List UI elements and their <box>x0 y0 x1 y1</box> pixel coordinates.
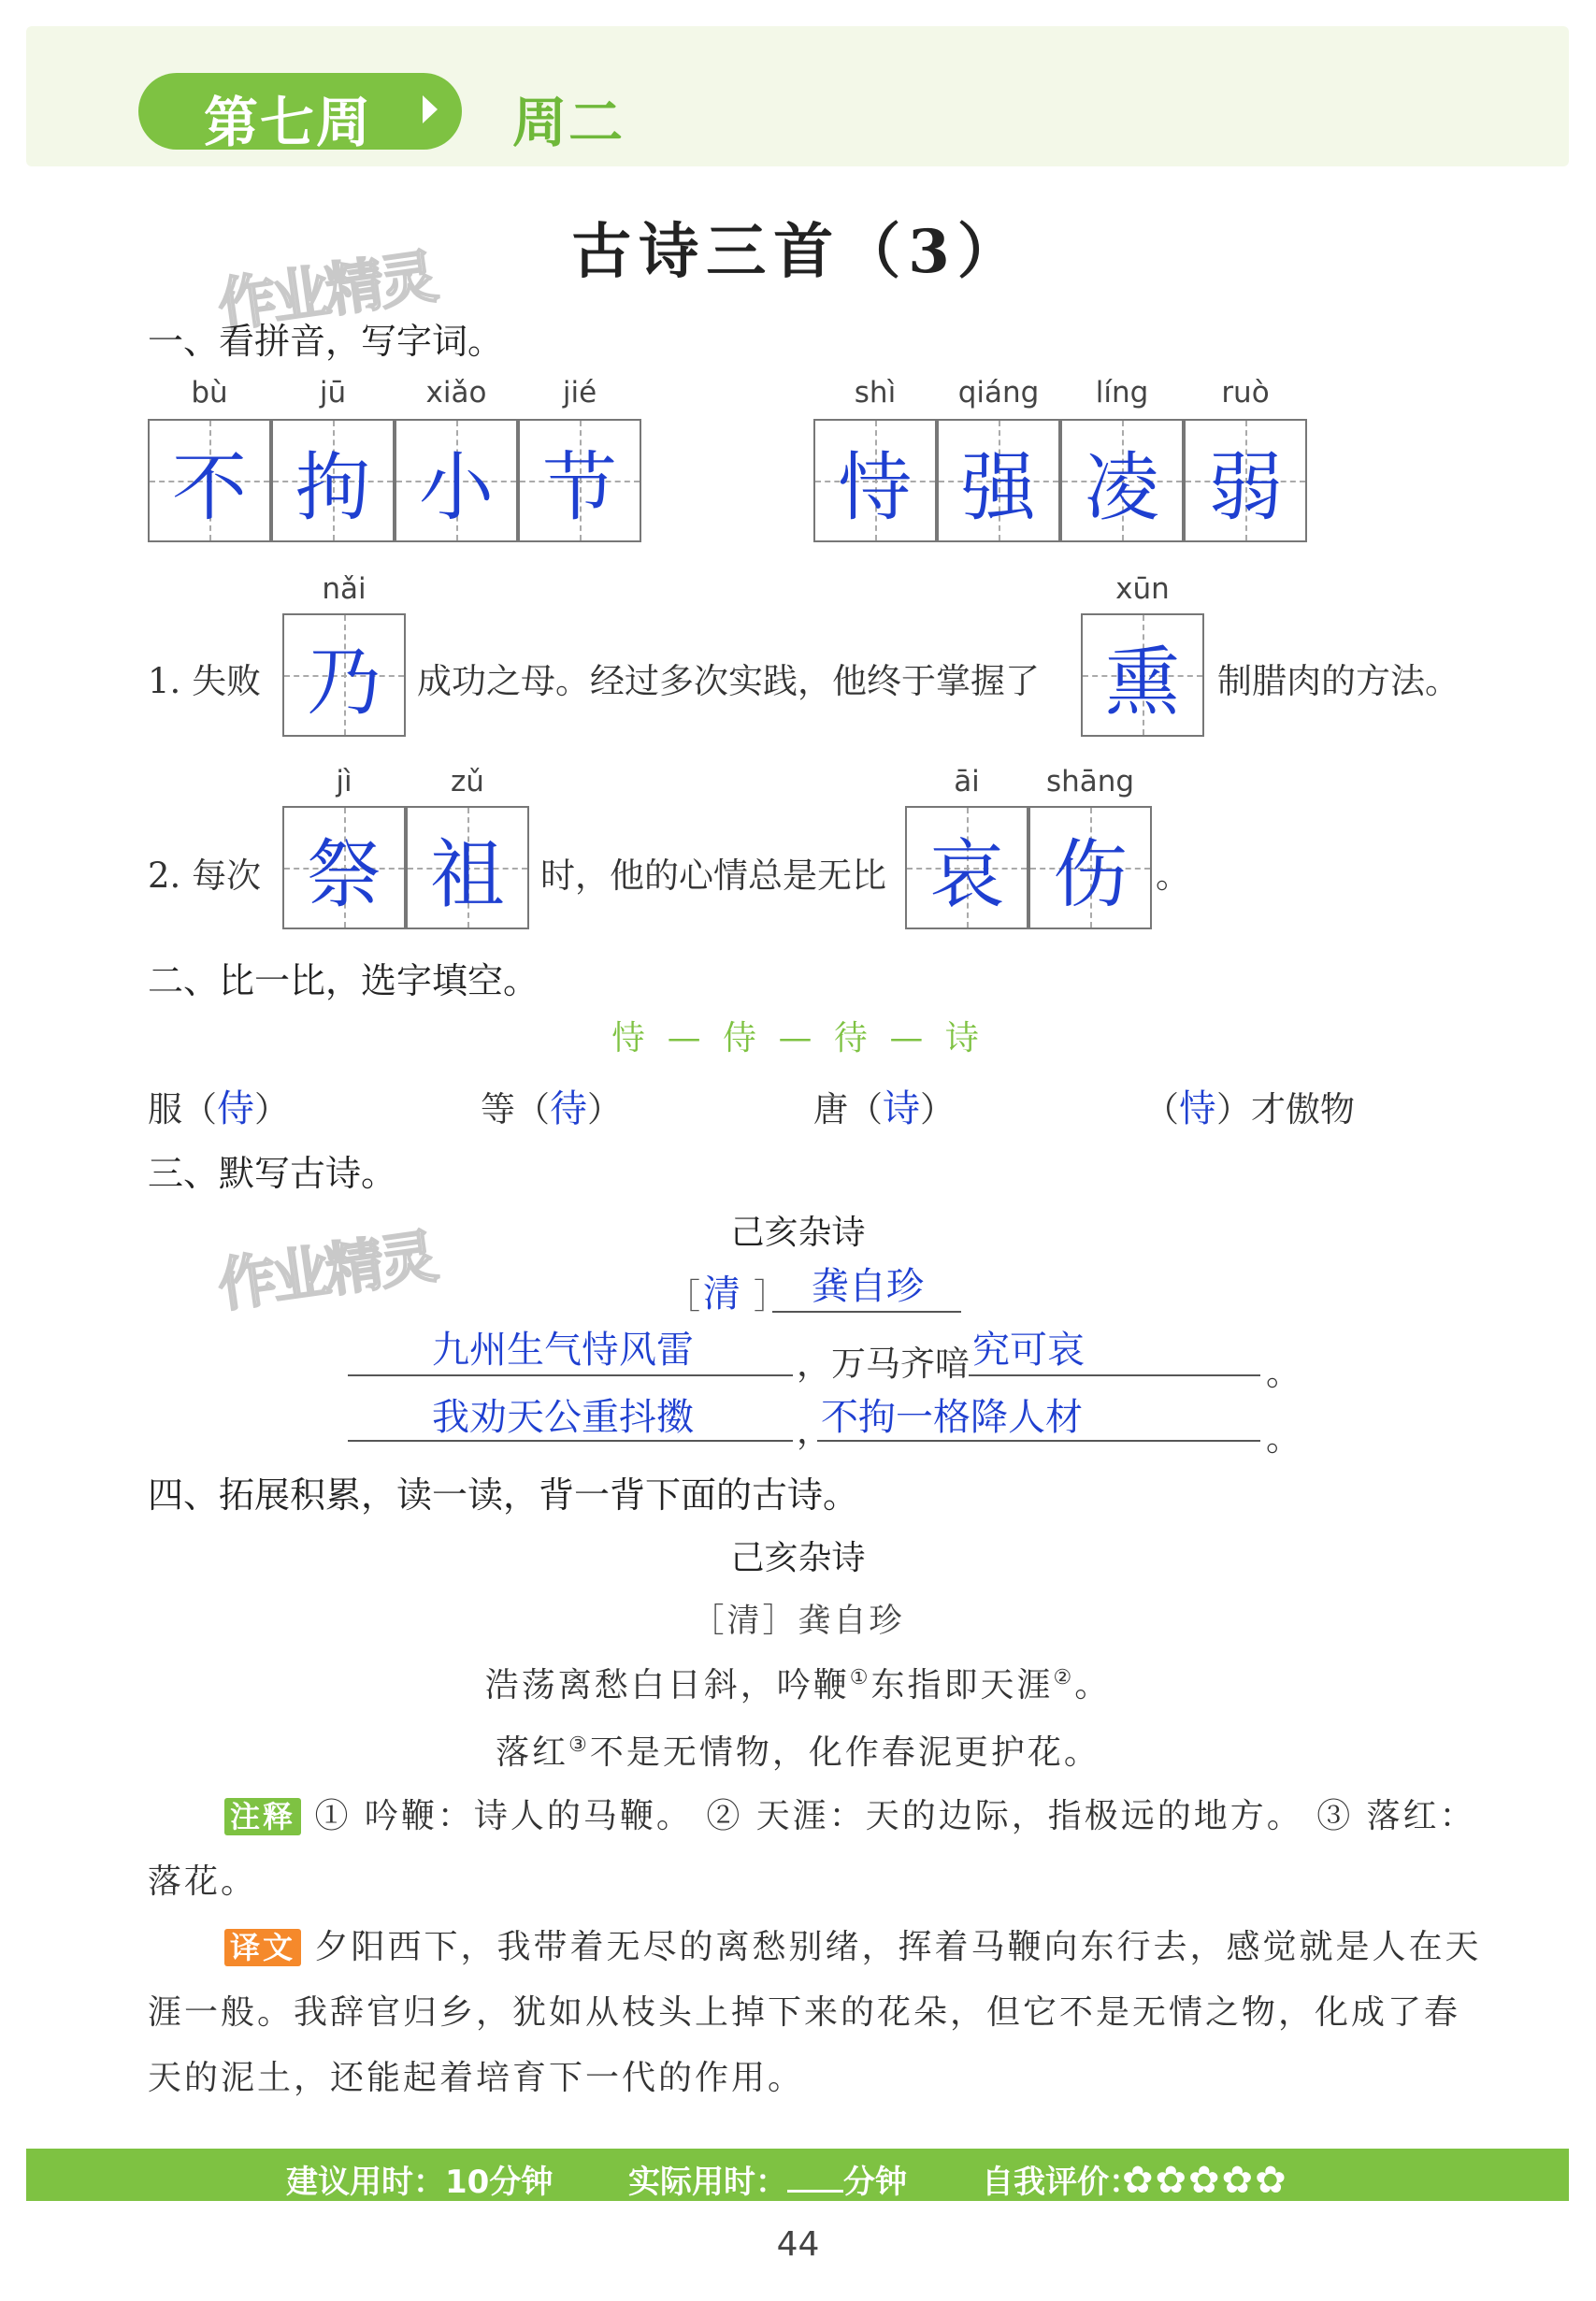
section-1-heading: 一、看拼音，写字词。 <box>148 321 504 362</box>
char-answer: 强 <box>961 443 1036 531</box>
answer-line <box>348 1374 793 1376</box>
suggested-time: 建议用时：10分钟 <box>286 2164 554 2201</box>
fill-answer[interactable]: 诗 <box>883 1087 920 1130</box>
q2-suffix: 。 <box>1156 856 1190 896</box>
day-label: 周二 <box>512 91 625 154</box>
section-2-heading: 二、比一比，选字填空。 <box>148 960 539 1001</box>
translation-tag: 译文 <box>224 1929 301 1966</box>
watermark-logo: 作业精灵 <box>213 1222 439 1320</box>
answer-line <box>969 1374 1260 1376</box>
q2-prefix: 2. 每次 <box>148 856 262 896</box>
char-answer: 伤 <box>1053 830 1128 918</box>
fill-answer[interactable]: 侍 <box>217 1087 254 1130</box>
pinyin: xūn <box>1115 572 1170 606</box>
poem-line-answer[interactable]: 不拘一格降人材 <box>821 1396 1083 1439</box>
pinyin: jì <box>336 765 352 798</box>
fill-answer[interactable]: 待 <box>550 1087 587 1130</box>
pinyin: jū <box>319 376 347 410</box>
dynasty-answer[interactable]: 清 <box>703 1273 740 1316</box>
fill-answer[interactable]: 恃 <box>1179 1087 1216 1130</box>
poem-line-answer[interactable]: 究可哀 <box>972 1329 1085 1372</box>
fill-item: 唐（诗） <box>813 1087 955 1130</box>
pinyin: bù <box>191 376 228 410</box>
pinyin: qiáng <box>957 376 1040 410</box>
pinyin: xiǎo <box>425 376 487 410</box>
poem-title: 己亥杂诗 <box>730 1539 866 1577</box>
pinyin: nǎi <box>322 572 367 606</box>
char-answer: 拘 <box>295 443 370 531</box>
notes-tag: 注释 <box>224 1798 301 1835</box>
q2-middle: 时，他的心情总是无比 <box>540 856 886 896</box>
char-box[interactable] <box>518 419 641 542</box>
pinyin: āi <box>954 765 980 798</box>
poem-text: ，万马齐喑 <box>797 1344 970 1384</box>
actual-time-blank[interactable] <box>787 2164 843 2193</box>
pinyin: líng <box>1095 376 1149 410</box>
notes-paragraph: 注释 ① 吟鞭：诗人的马鞭。 ② 天涯：天的边际，指极远的地方。 ③ 落红：落花。 <box>148 1797 1476 1901</box>
page-title: 古诗三首（3） <box>571 217 1025 287</box>
char-answer: 弱 <box>1208 443 1283 531</box>
answer-line <box>348 1440 793 1442</box>
char-answer: 凌 <box>1085 443 1159 531</box>
watermark-logo: 作业精灵 <box>213 242 439 340</box>
section-4-heading: 四、拓展积累，读一读，背一背下面的古诗。 <box>148 1474 859 1516</box>
section-3-heading: 三、默写古诗。 <box>148 1153 397 1194</box>
pinyin: zǔ <box>451 765 484 798</box>
fill-item: 等（待） <box>481 1087 622 1130</box>
poem-line-answer[interactable]: 九州生气恃风雷 <box>432 1329 694 1372</box>
poem-line-answer[interactable]: 我劝天公重抖擞 <box>432 1396 694 1439</box>
fill-item: （恃）才傲物 <box>1144 1087 1355 1130</box>
q1-middle: 成功之母。经过多次实践，他终于掌握了 <box>417 661 1040 701</box>
char-box[interactable] <box>282 613 406 737</box>
char-answer: 乃 <box>307 638 381 726</box>
char-box[interactable] <box>1028 806 1152 929</box>
char-box[interactable] <box>1060 419 1184 542</box>
answer-line <box>772 1311 961 1313</box>
author-answer[interactable]: 龚自珍 <box>812 1265 924 1308</box>
char-answer: 小 <box>419 443 494 531</box>
play-arrow-icon <box>423 95 438 123</box>
char-answer: 不 <box>172 443 247 531</box>
self-eval-label: 自我评价： <box>982 2164 1141 2201</box>
char-box[interactable] <box>813 419 937 542</box>
char-answer: 祖 <box>430 830 505 918</box>
week-label: 第七周 <box>204 91 373 154</box>
poem-line: 落红③不是无情物，化作春泥更护花。 <box>496 1733 1100 1772</box>
char-box[interactable] <box>271 419 395 542</box>
poem-period: 。 <box>1266 1353 1301 1393</box>
char-box[interactable] <box>148 419 271 542</box>
pinyin: shì <box>854 376 897 410</box>
char-box[interactable] <box>1184 419 1307 542</box>
q1-prefix: 1. 失败 <box>148 661 262 701</box>
poem-line: 浩荡离愁白日斜，吟鞭①东指即天涯②。 <box>484 1666 1112 1704</box>
char-answer: 熏 <box>1105 638 1180 726</box>
actual-time: 实际用时： 分钟 <box>628 2164 907 2201</box>
poem-period: 。 <box>1266 1418 1301 1459</box>
answer-line <box>817 1440 1260 1442</box>
char-answer: 恃 <box>838 443 913 531</box>
char-box[interactable] <box>905 806 1028 929</box>
char-box[interactable] <box>406 806 529 929</box>
poem-text: ， <box>797 1411 831 1451</box>
char-answer: 哀 <box>929 830 1004 918</box>
char-answer: 节 <box>542 443 617 531</box>
poem-title: 己亥杂诗 <box>730 1214 866 1252</box>
flower-rating-icon[interactable]: ✿✿✿✿✿ <box>1122 2159 1288 2202</box>
pinyin: jié <box>562 376 597 410</box>
char-box[interactable] <box>937 419 1060 542</box>
pinyin: ruò <box>1221 376 1270 410</box>
fill-item: 服（侍） <box>148 1087 289 1130</box>
q1-suffix: 制腊肉的方法。 <box>1217 661 1459 701</box>
poem-author: ［清］龚自珍 <box>691 1603 905 1640</box>
translation-paragraph: 译文 夕阳西下，我带着无尽的离愁别绪，挥着马鞭向东行去，感觉就是人在天涯一般。我辞官归乡，犹如从枝头上掉下来的花朵，但它不是无情之物，化成了春天的泥土，还能起着培育下一代的作用。 <box>148 1928 1482 2097</box>
char-options: 恃 — 侍 — 待 — 诗 <box>611 1019 985 1057</box>
pinyin: shāng <box>1045 765 1135 798</box>
bracket-open: ［ <box>666 1276 700 1316</box>
char-answer: 祭 <box>307 830 381 918</box>
char-box[interactable] <box>395 419 518 542</box>
char-box[interactable] <box>282 806 406 929</box>
bracket-close: ］ <box>754 1276 788 1316</box>
char-box[interactable] <box>1081 613 1204 737</box>
page-number: 44 <box>776 2225 820 2264</box>
